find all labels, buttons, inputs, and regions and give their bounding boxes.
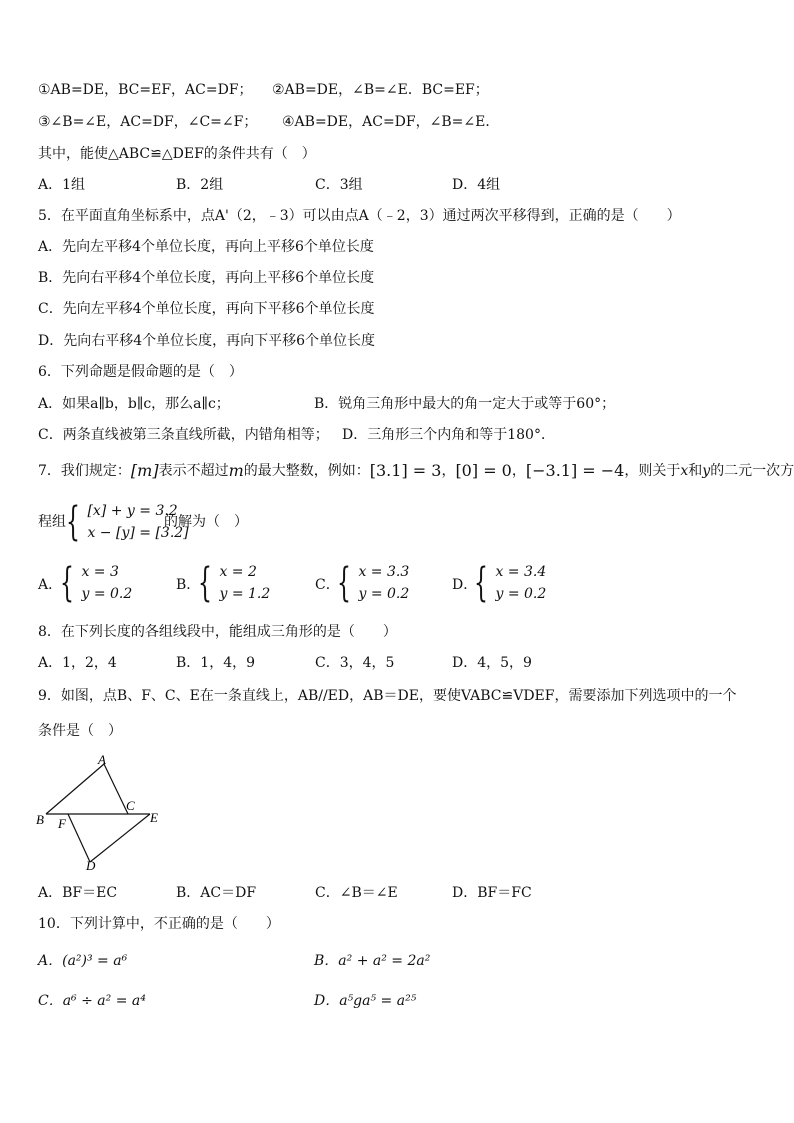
q5-option-b[interactable]: B．先向右平移4个单位长度，再向上平移6个单位长度 <box>38 270 375 286</box>
q9-label-c: C <box>126 798 135 813</box>
q6-stem: 6．下列命题是假命题的是（ ） <box>38 364 243 380</box>
q7-option-b[interactable] <box>198 561 270 605</box>
q9-option-c[interactable]: C．∠B＝∠E <box>315 885 398 901</box>
q9-option-a[interactable]: A．BF＝EC <box>38 885 118 901</box>
q7-equation-1: [x] + y = 3.2 <box>87 503 178 519</box>
conditions-option-c[interactable]: C．3组 <box>315 177 363 193</box>
q8-option-c[interactable]: C．3，4，5 <box>315 655 395 671</box>
q7-option-c[interactable] <box>337 561 409 605</box>
q8-stem: 8．在下列长度的各组线段中，能组成三角形的是（ ） <box>38 624 397 640</box>
q7-sep-2: ， <box>511 463 526 479</box>
q7-x: x <box>680 463 689 479</box>
q9-option-d[interactable]: D．BF＝FC <box>452 885 532 901</box>
q9-segment-ac <box>104 764 128 814</box>
q9-label-b: B <box>36 812 44 827</box>
q7-sep-1: ， <box>441 463 456 479</box>
q9-option-b[interactable]: B．AC＝DF <box>176 885 257 901</box>
q6-option-d[interactable]: D．三角形三个内角和等于180°． <box>342 427 555 443</box>
q7-option-d[interactable] <box>474 561 546 605</box>
q7-option-d-brace: { <box>474 560 488 606</box>
q7-option-b-brace: { <box>198 560 212 606</box>
q6-option-b[interactable]: B．锐角三角形中最大的角一定大于或等于60°； <box>314 396 616 412</box>
q9-stem-line2: 条件是（ ） <box>38 723 122 739</box>
q10-option-d[interactable]: D．a⁵ga⁵ = a²⁵ <box>314 993 417 1009</box>
q9-label-d: D <box>86 858 96 873</box>
q7-option-c-label[interactable]: C． <box>315 577 340 593</box>
q9-segment-de <box>90 814 150 862</box>
q7-option-c-x: x = 3.3 <box>358 564 410 580</box>
q8-option-d[interactable]: D．4，5，9 <box>452 655 532 671</box>
q5-stem: 5．在平面直角坐标系中，点A'（2，﹣3）可以由点A（﹣2，3）通过两次平移得到，正确的是（ ） <box>38 208 681 224</box>
q10-stem: 10．下列计算中，不正确的是（ ） <box>38 916 280 932</box>
q8-option-a[interactable]: A．1，2，4 <box>38 655 117 671</box>
q7-y: y <box>702 463 711 479</box>
q7-stem-b: 表示不超过 <box>158 463 229 479</box>
conditions-option-a[interactable]: A．1组 <box>38 177 86 193</box>
q7-stem <box>38 461 794 481</box>
q7-option-a-brace: { <box>60 560 74 606</box>
q7-option-d-x: x = 3.4 <box>495 564 547 580</box>
condition-4: ④AB=DE，AC=DF，∠B=∠E． <box>282 114 500 130</box>
q7-option-a-label[interactable]: A． <box>38 577 63 593</box>
q10-option-b[interactable]: B．a² + a² = 2a² <box>314 953 431 969</box>
q7-stem-a: 7．我们规定： <box>38 463 131 479</box>
q7-option-c-y: y = 0.2 <box>358 586 410 602</box>
q7-line2-a: 程组 <box>38 514 66 530</box>
q7-option-d-y: y = 0.2 <box>495 586 547 602</box>
q7-system-brace: { <box>66 499 80 545</box>
q9-label-f: F <box>58 816 66 831</box>
q5-option-c[interactable]: C．先向左平移4个单位长度，再向下平移6个单位长度 <box>38 301 375 317</box>
q7-option-c-brace: { <box>337 560 351 606</box>
q9-figure <box>34 752 174 874</box>
q9-stem-line1: 9．如图，点B、F、C、E在一条直线上，AB//ED，AB＝DE，要使VABC≌VDEF，需要添加下列选项中的一个 <box>38 688 737 704</box>
q8-option-b[interactable]: B．1，4，9 <box>176 655 256 671</box>
conditions-option-b[interactable]: B．2组 <box>176 177 224 193</box>
q7-example-1: [3.1] = 3 <box>369 461 442 480</box>
q7-option-b-x: x = 2 <box>219 564 257 580</box>
conditions-question: 其中，能使△ABC≌△DEF的条件共有（ ） <box>38 146 316 162</box>
q7-bracket-m: [m] <box>130 461 159 480</box>
q7-stem-d: ，则关于 <box>624 463 681 479</box>
q7-m: m <box>228 461 244 480</box>
q6-option-c[interactable]: C．两条直线被第三条直线所截，内错角相等； <box>38 427 329 443</box>
q7-line2-b: 的解为（ ） <box>164 514 248 530</box>
q7-and: 和 <box>688 463 703 479</box>
conditions-option-d[interactable]: D．4组 <box>452 177 501 193</box>
q5-option-a[interactable]: A．先向左平移4个单位长度，再向上平移6个单位长度 <box>38 239 374 255</box>
q10-option-c[interactable]: C．a⁶ ÷ a² = a⁴ <box>38 993 146 1009</box>
q7-option-a-x: x = 3 <box>81 564 119 580</box>
q9-label-e: E <box>150 810 158 825</box>
q9-segment-fd <box>68 814 90 862</box>
q7-option-d-label[interactable]: D． <box>452 577 478 593</box>
q7-example-2: [0] = 0 <box>455 461 512 480</box>
q9-segment-ab <box>46 764 104 814</box>
condition-2: ②AB=DE，∠B=∠E．BC=EF； <box>272 82 489 98</box>
q7-stem-e: 的二元一次方 <box>710 463 794 479</box>
q7-example-3: [−3.1] = −4 <box>525 461 625 480</box>
q7-option-b-label[interactable]: B． <box>176 577 201 593</box>
q10-option-a[interactable]: A．(a²)³ = a⁶ <box>38 953 128 969</box>
q9-label-a: A <box>98 752 106 767</box>
q5-option-d[interactable]: D．先向右平移4个单位长度，再向下平移6个单位长度 <box>38 333 376 349</box>
q7-option-b-y: y = 1.2 <box>219 586 271 602</box>
q7-option-a-y: y = 0.2 <box>81 586 133 602</box>
q6-option-a[interactable]: A．如果a∥b，b∥c，那么a∥c； <box>38 396 230 412</box>
q7-option-a[interactable] <box>60 561 132 605</box>
q7-equation-2: x − [y] = [3.2] <box>87 525 189 541</box>
condition-3: ③∠B=∠E，AC=DF，∠C=∠F； <box>38 114 258 130</box>
q7-stem-c: 的最大整数，例如： <box>243 463 370 479</box>
condition-1: ①AB=DE，BC=EF，AC=DF； <box>38 82 253 98</box>
